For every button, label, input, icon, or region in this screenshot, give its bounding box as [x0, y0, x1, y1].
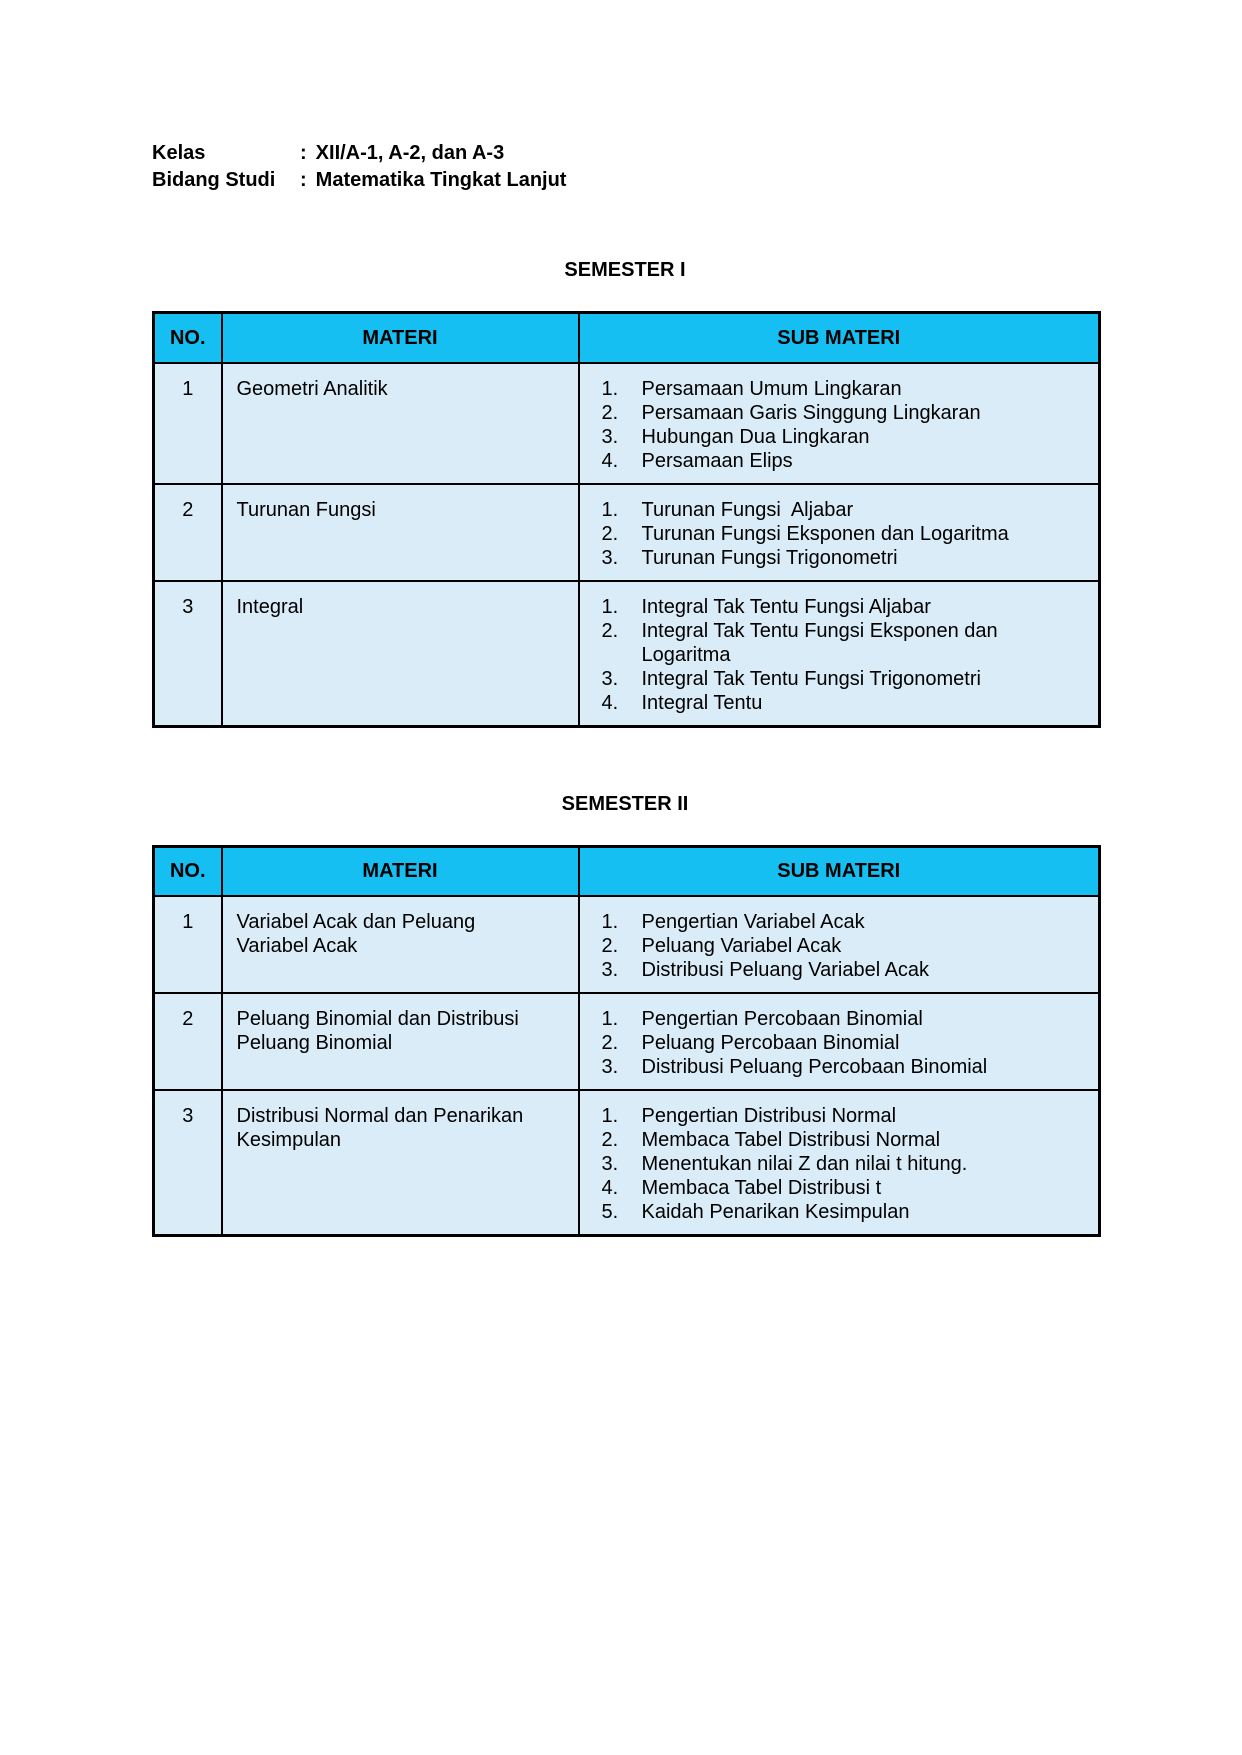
sub-materi-item — [602, 522, 1089, 546]
row-number: 3 — [154, 581, 222, 727]
item-text: Pengertian Distribusi Normal — [641, 1105, 897, 1127]
column-header-sub-materi: SUB MATERI — [579, 313, 1100, 363]
sub-materi-item — [602, 595, 1089, 619]
item-number: 2. — [601, 1032, 619, 1054]
materi-text: Variabel Acak dan Peluang Variabel Acak — [236, 911, 476, 957]
sub-materi-item — [602, 377, 1089, 401]
materi-text: Geometri Analitik — [236, 377, 388, 400]
item-number: 4. — [601, 1177, 619, 1199]
item-text: Turunan Fungsi Eksponen dan Logaritma — [641, 522, 1009, 545]
meta-separator: : — [300, 169, 307, 191]
column-header-sub-materi: SUB MATERI — [579, 846, 1100, 896]
item-number: 2. — [601, 935, 619, 957]
sub-materi-item — [602, 1007, 1089, 1031]
item-text: Kaidah Penarikan Kesimpulan — [641, 1201, 910, 1223]
item-text: Distribusi Peluang Percobaan Binomial — [641, 1056, 988, 1078]
item-number: 2. — [601, 401, 619, 424]
sub-materi-item — [602, 1031, 1089, 1055]
row-number: 1 — [154, 896, 222, 993]
item-text: Persamaan Garis Singgung Lingkaran — [641, 401, 981, 424]
sub-materi-item — [602, 1128, 1089, 1152]
document-meta — [152, 140, 1098, 194]
materi-text: Turunan Fungsi — [236, 498, 376, 521]
item-text: Peluang Percobaan Binomial — [641, 1032, 900, 1054]
item-number: 2. — [601, 522, 619, 545]
materi-cell — [222, 581, 579, 727]
item-text: Integral Tak Tentu Fungsi Eksponen dan Logaritma — [641, 619, 1004, 666]
materi-text: Peluang Binomial dan Distribusi Peluang Binomial — [236, 1008, 519, 1054]
sub-materi-cell — [579, 363, 1100, 484]
table-row — [154, 993, 1100, 1090]
sub-materi-item — [602, 546, 1089, 570]
item-number: 2. — [601, 619, 619, 642]
item-number: 1. — [601, 911, 619, 933]
item-number: 1. — [601, 1105, 619, 1127]
sub-materi-item — [602, 401, 1089, 425]
sub-materi-item — [602, 1176, 1089, 1200]
row-number: 2 — [154, 484, 222, 581]
sub-materi-cell — [579, 993, 1100, 1090]
item-number: 4. — [601, 449, 619, 472]
sub-materi-item — [602, 958, 1089, 982]
materi-text: Integral — [236, 595, 304, 618]
item-text: Turunan Fungsi Trigonometri — [641, 546, 898, 569]
section-title-semester-2: SEMESTER II — [561, 792, 689, 815]
meta-value-kelas: XII/A-1, A-2, dan A-3 — [315, 142, 505, 164]
item-number: 1. — [601, 377, 619, 400]
item-number: 3. — [601, 959, 619, 981]
table-row — [154, 484, 1100, 581]
row-number: 2 — [154, 993, 222, 1090]
sub-materi-cell — [579, 581, 1100, 727]
section-semester-1 — [152, 258, 1098, 728]
sub-materi-item — [602, 1104, 1089, 1128]
item-text: Integral Tak Tentu Fungsi Trigonometri — [641, 667, 981, 690]
item-text: Hubungan Dua Lingkaran — [641, 425, 870, 448]
materi-cell — [222, 363, 579, 484]
column-header-no: NO. — [154, 313, 222, 363]
column-header-no: NO. — [154, 846, 222, 896]
sub-materi-item — [602, 691, 1089, 715]
sub-materi-cell — [579, 896, 1100, 993]
sub-materi-item — [602, 667, 1089, 691]
meta-separator: : — [300, 142, 307, 164]
materi-cell — [222, 896, 579, 993]
item-number: 3. — [601, 1153, 619, 1175]
row-number: 1 — [154, 363, 222, 484]
sub-materi-item — [602, 1200, 1089, 1224]
item-text: Peluang Variabel Acak — [641, 935, 842, 957]
item-number: 1. — [601, 498, 619, 521]
item-text: Integral Tak Tentu Fungsi Aljabar — [641, 595, 931, 618]
sub-materi-item — [602, 910, 1089, 934]
sub-materi-item — [602, 1152, 1089, 1176]
sub-materi-item — [602, 619, 1089, 667]
semester-1-table — [152, 311, 1101, 728]
section-title-semester-1: SEMESTER I — [564, 259, 686, 281]
meta-label-kelas: Kelas — [152, 142, 206, 164]
item-text: Integral Tentu — [641, 691, 763, 714]
table-row — [154, 896, 1100, 993]
sub-materi-item — [602, 934, 1089, 958]
sub-materi-item — [602, 498, 1089, 522]
sub-materi-cell — [579, 1090, 1100, 1236]
sub-materi-item — [602, 425, 1089, 449]
item-text: Pengertian Variabel Acak — [641, 911, 865, 933]
item-number: 3. — [601, 546, 619, 569]
item-number: 3. — [601, 425, 619, 448]
materi-cell — [222, 993, 579, 1090]
row-number: 3 — [154, 1090, 222, 1236]
item-text: Membaca Tabel Distribusi t — [641, 1177, 882, 1199]
section-semester-2 — [152, 792, 1098, 1238]
item-text: Persamaan Elips — [641, 449, 793, 472]
table-row — [154, 1090, 1100, 1236]
item-text: Distribusi Peluang Variabel Acak — [641, 959, 930, 981]
table-row — [154, 363, 1100, 484]
item-number: 2. — [601, 1129, 619, 1151]
table-header-row — [154, 313, 1100, 363]
meta-row-bidang-studi — [152, 167, 1098, 194]
item-text: Membaca Tabel Distribusi Normal — [641, 1129, 941, 1151]
sub-materi-item — [602, 1055, 1089, 1079]
item-number: 1. — [601, 1008, 619, 1030]
meta-label-bidang-studi: Bidang Studi — [152, 169, 276, 191]
item-number: 4. — [601, 691, 619, 714]
table-row — [154, 581, 1100, 727]
item-number: 1. — [601, 595, 619, 618]
item-text: Turunan Fungsi Aljabar — [641, 498, 854, 521]
column-header-materi: MATERI — [222, 846, 579, 896]
semester-2-table — [152, 845, 1101, 1238]
item-number: 5. — [601, 1201, 619, 1223]
item-text: Pengertian Percobaan Binomial — [641, 1008, 923, 1030]
sub-materi-item — [602, 449, 1089, 473]
materi-cell — [222, 484, 579, 581]
meta-row-kelas — [152, 140, 1098, 167]
materi-text: Distribusi Normal dan Penarikan Kesimpulan — [236, 1105, 524, 1151]
item-text: Persamaan Umum Lingkaran — [641, 377, 902, 400]
meta-value-bidang-studi: Matematika Tingkat Lanjut — [315, 169, 567, 191]
materi-cell — [222, 1090, 579, 1236]
sub-materi-cell — [579, 484, 1100, 581]
item-text: Menentukan nilai Z dan nilai t hitung. — [641, 1153, 968, 1175]
item-number: 3. — [601, 667, 619, 690]
column-header-materi: MATERI — [222, 313, 579, 363]
item-number: 3. — [601, 1056, 619, 1078]
table-header-row — [154, 846, 1100, 896]
